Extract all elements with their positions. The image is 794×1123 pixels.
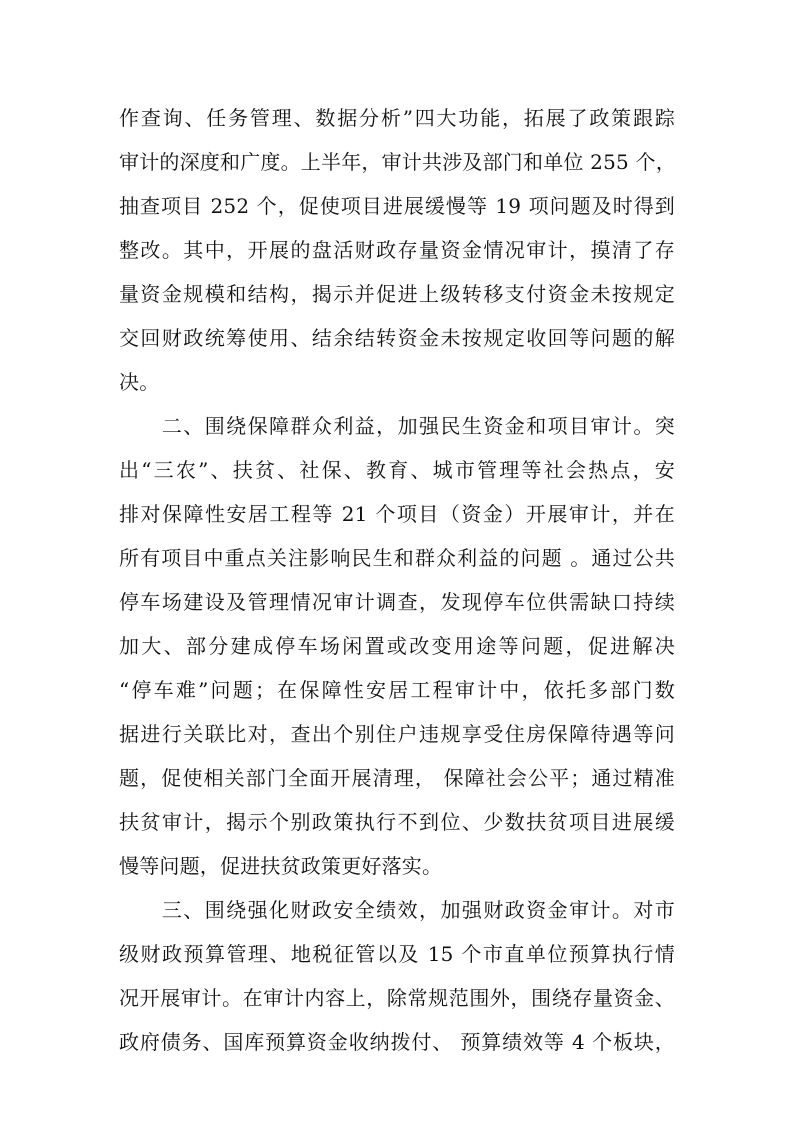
text-line: 题，促使相关部门全面开展清理， 保障社会公平；通过精准: [119, 766, 675, 790]
text-line: 决。: [119, 370, 160, 394]
text-line: 加大、部分建成停车场闲置或改变用途等问题，促进解决: [119, 634, 675, 658]
text-line: 排对保障性安居工程等 21 个项目（资金）开展审计，并在: [119, 502, 675, 526]
text-line: 据进行关联比对，查出个别住户违规享受住房保障待遇等问: [119, 722, 675, 746]
text-line: 二、围绕保障群众利益，加强民生资金和项目审计。突: [119, 414, 675, 438]
body-text: [119, 96, 675, 1064]
text-line: 停车场建设及管理情况审计调查，发现停车位供需缺口持续: [119, 590, 675, 614]
text-line: 所有项目中重点关注影响民生和群众利益的问题 。通过公共: [119, 546, 675, 570]
text-line: “停车难”问题；在保障性安居工程审计中，依托多部门数: [119, 678, 675, 702]
text-line: 政府债务、国库预算资金收纳拨付、 预算绩效等 4 个板块，: [119, 1030, 675, 1054]
text-line: 抽查项目 252 个，促使项目进展缓慢等 19 项问题及时得到: [119, 194, 675, 218]
text-line: 级财政预算管理、地税征管以及 15 个市直单位预算执行情: [119, 942, 675, 966]
text-line: 三、围绕强化财政安全绩效，加强财政资金审计。对市: [119, 898, 675, 922]
text-line: 扶贫审计，揭示个别政策执行不到位、少数扶贫项目进展缓: [119, 810, 675, 834]
text-line: 整改。其中，开展的盘活财政存量资金情况审计，摸清了存: [119, 238, 675, 262]
text-line: 况开展审计。在审计内容上，除常规范围外，围绕存量资金、: [119, 986, 675, 1010]
text-line: 量资金规模和结构，揭示并促进上级转移支付资金未按规定: [119, 282, 675, 306]
text-line: 出“三农”、扶贫、社保、教育、城市管理等社会热点，安: [119, 458, 675, 482]
text-line: 审计的深度和广度。上半年，审计共涉及部门和单位 255 个，: [119, 150, 676, 174]
text-line: 交回财政统筹使用、结余结转资金未按规定收回等问题的解: [119, 326, 675, 350]
text-line: 作查询、任务管理、数据分析”四大功能，拓展了政策跟踪: [119, 106, 675, 130]
text-line: 慢等问题，促进扶贫政策更好落实。: [119, 854, 443, 878]
